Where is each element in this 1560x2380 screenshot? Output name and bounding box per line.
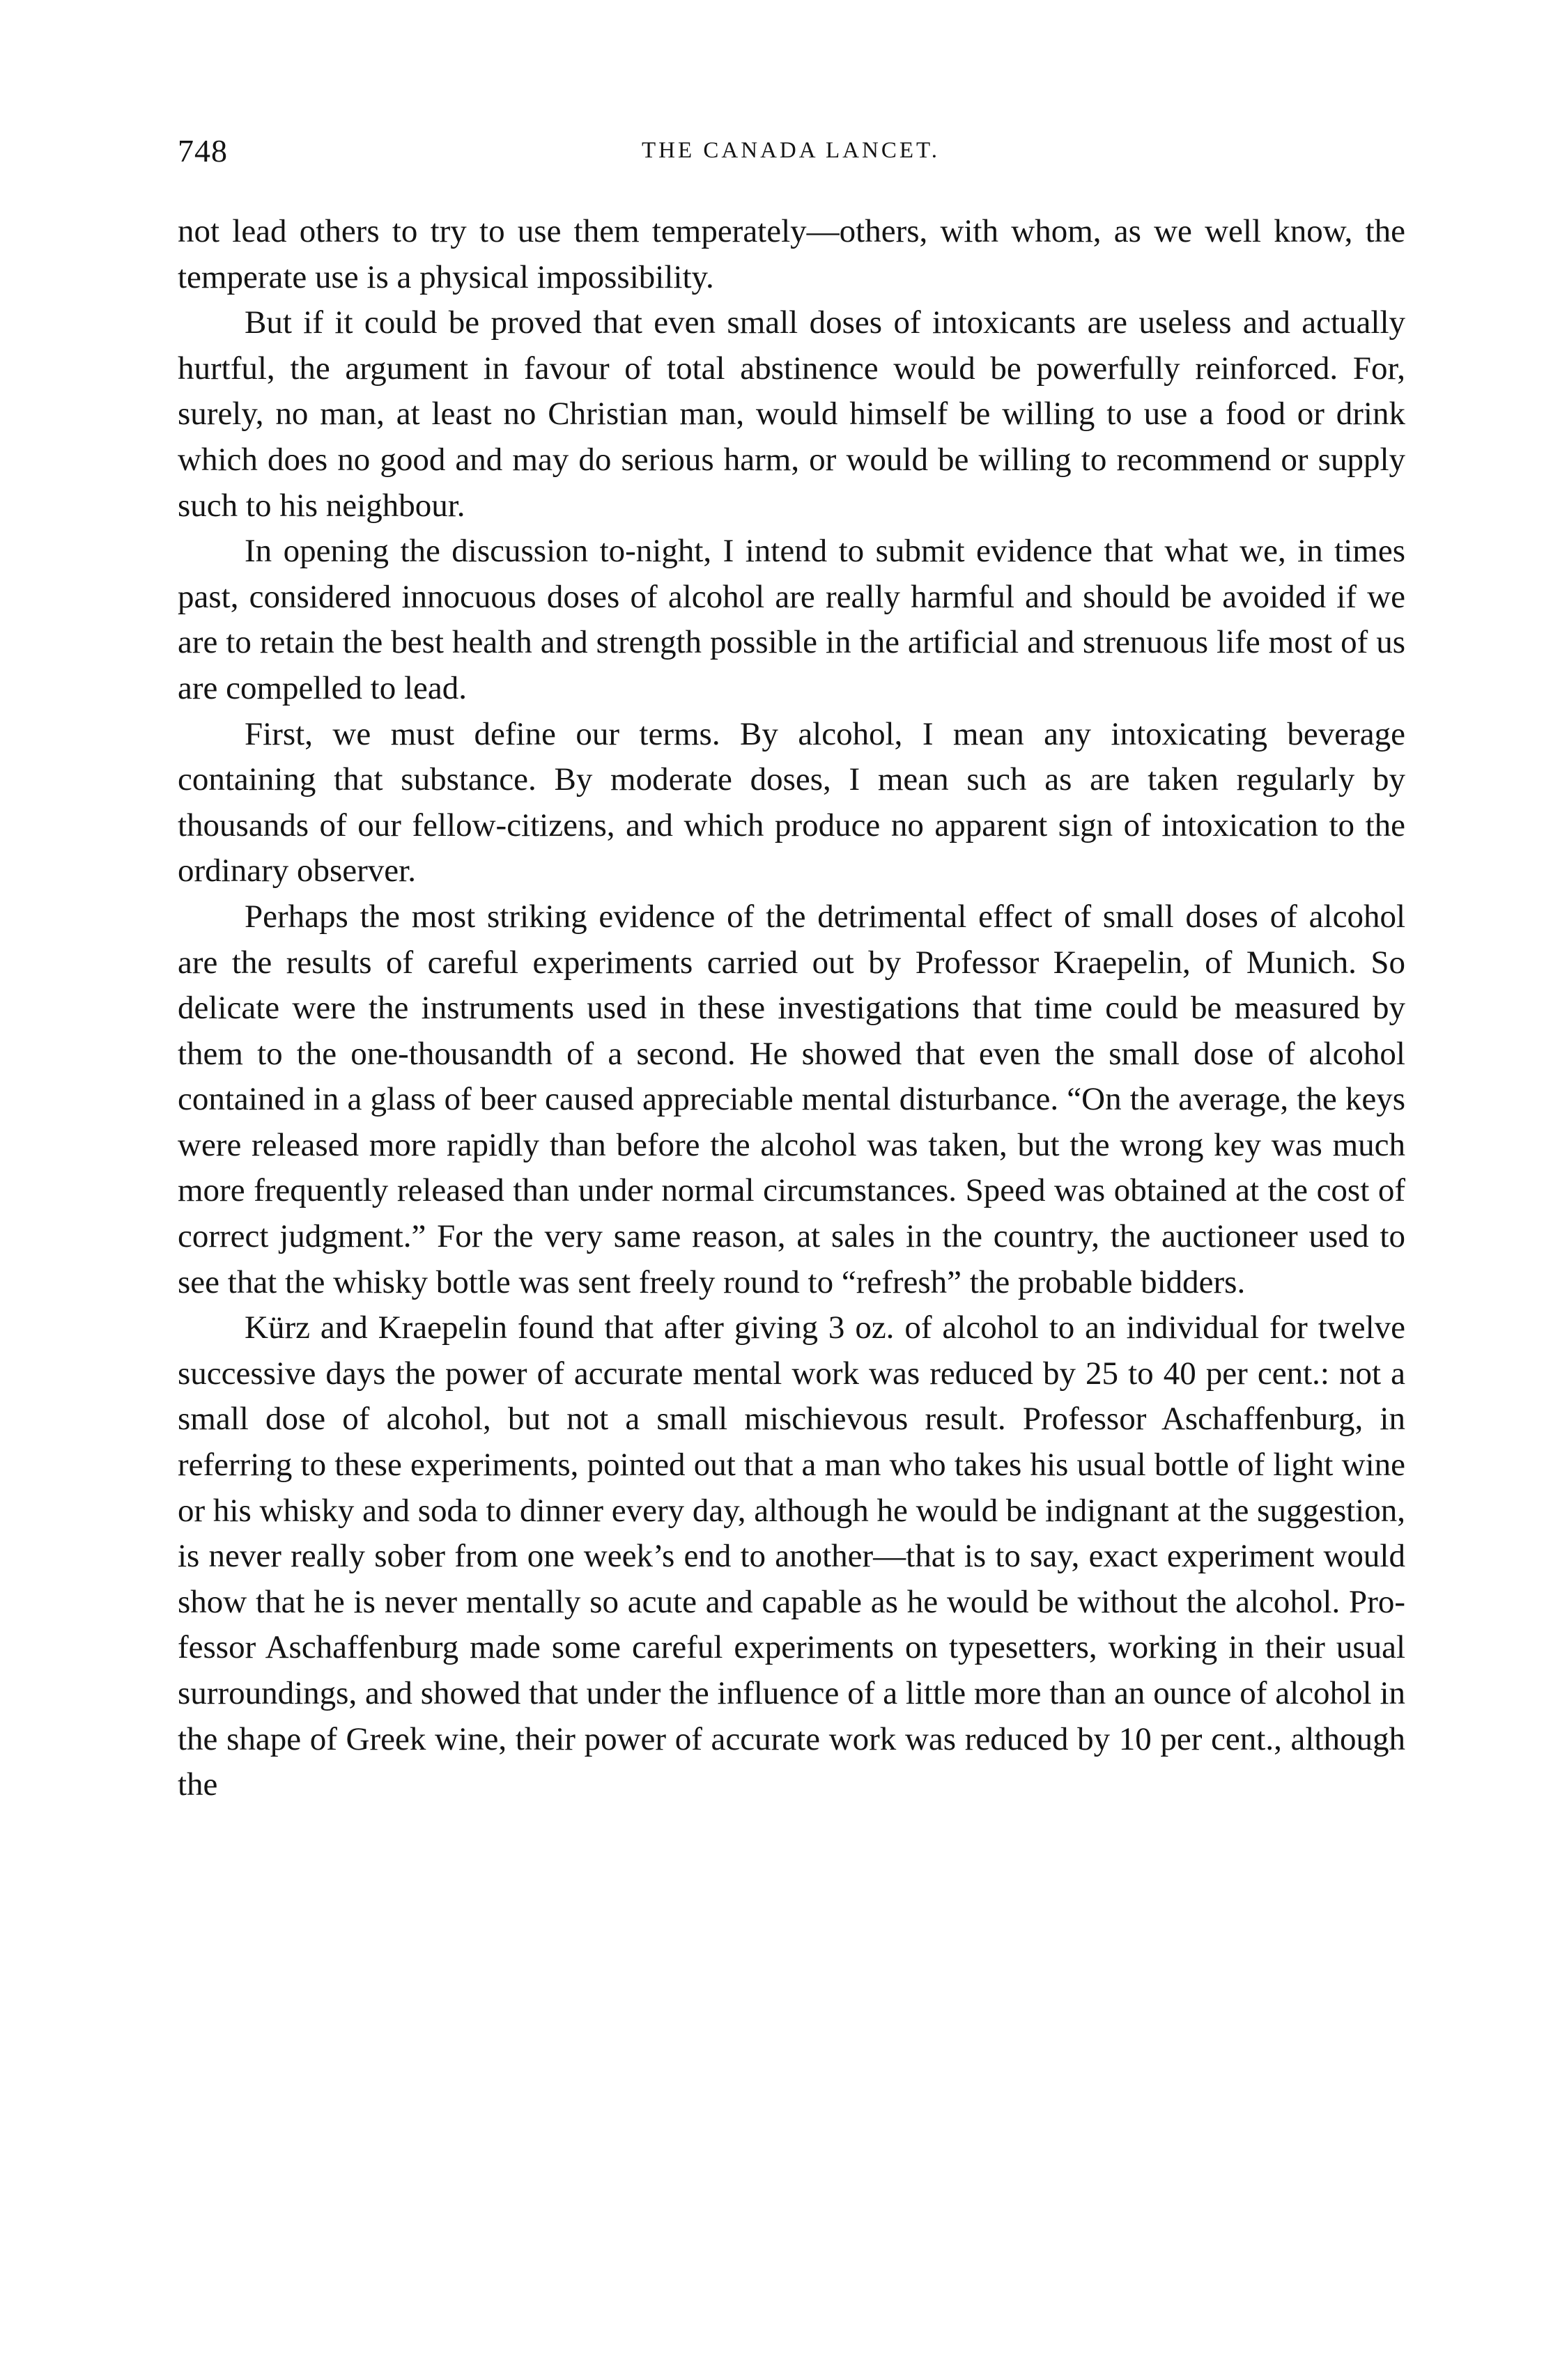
page-header	[178, 132, 1404, 174]
paragraph-aschaffenburg-experiments: Kürz and Kraepelin found that after giving 3 oz. of alcohol to an individual for twelve successive days the power of accurate mental work was reduced by 25 to 40 per cent.: not a small dose of alcohol, but not a small mischievous result. Professor Aschaffenburg, in referring to these experiments, pointed out that a man who takes his usual bottle of light wine or his whisky and soda to dinner every day, although he would be indignant at the suggestion, is never really sober from one week’s end to another—that is to say, exact experiment would show that he is never mentally so acute and capable as he would be without the alcohol. Professor Aschaffenburg made some careful experiments on typesetters, working in their usual surroundings, and showed that under the influence of a little more than an ounce of alcohol in the shape of Greek wine, their power of accurate work was reduced by 10 per cent., although the	[178, 1309, 1405, 1803]
paragraph-definitions: First, we must define our terms. By alcohol, I mean any intoxicating beverage containing that substance. By moderate doses, I mean such as are taken regularly by thousands of our fellow-citizens, and which produce no apparent sign of intoxication to the ordinary observer.	[178, 715, 1405, 889]
paragraph-continuation: not lead others to try to use them temperately—others, with whom, as we well know, the temperate use is a physical impossibility.	[178, 213, 1405, 295]
paragraph-opening-discussion: In opening the discussion to-night, I intend to submit evidence that what we, in times past, considered innocuous doses of alcohol are really harmful and should be avoided if we are to retain the best health and strength possible in the artificial and strenuous life most of us are compelled to lead.	[178, 533, 1405, 706]
body-text	[178, 209, 1405, 1808]
paragraph-kraepelin-experiments: Perhaps the most striking evidence of the detrimental effect of small doses of alcohol are the results of careful experiments carried out by Professor Kraepelin, of Munich. So delicate were the instruments used in these investigations that time could be measured by them to the one-thousandth of a second. He showed that even the small dose of alcohol contained in a glass of beer caused appreciable mental disturbance. “On the average, the keys were released more rapidly than before the alcohol was taken, but the wrong key was much more frequently released than under normal circumstances. Speed was obtained at the cost of correct judgment.” For the very same reason, at sales in the country, the auctioneer used to see that the whisky bottle was sent freely round to “refresh” the probable bidders.	[178, 898, 1405, 1300]
page-number: 748	[178, 133, 228, 169]
paragraph-abstinence-argument: But if it could be proved that even small doses of intoxicants are useless and actually hurtful, the argument in favour of total abstinence would be powerfully reinforced. For, surely, no man, at least no Christian man, would himself be willing to use a food or drink which does no good and may do serious harm, or would be willing to recommend or supply such to his neighbour.	[178, 304, 1405, 524]
running-head: THE CANADA LANCET.	[642, 138, 940, 163]
